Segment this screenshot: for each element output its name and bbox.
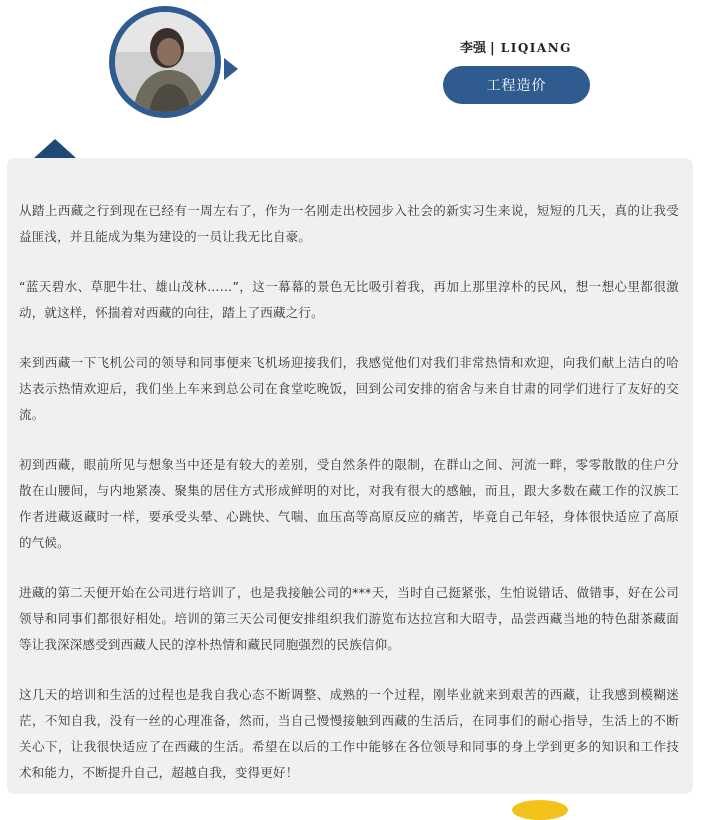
- name-chinese: 李强: [460, 41, 487, 56]
- avatar: [109, 6, 221, 118]
- article-body: [19, 198, 679, 810]
- avatar-pointer: [224, 58, 238, 80]
- article-paragraph: 来到西藏一下飞机公司的领导和同事便来飞机场迎接我们，我感觉他们对我们非常热情和欢迎，向我们献上洁白的哈达表示热情欢迎后，我们坐上车来到总公司在食堂吃晚饭，回到公司安排的宿舍与来自甘肃的同学们进行了友好的交流。: [19, 355, 679, 422]
- name-line: [460, 37, 572, 56]
- article-paragraph: 进藏的第二天便开始在公司进行培训了，也是我接触公司的***天，当时自己挺紧张，生怕说错话、做错事，好在公司领导和同事们都很好相处。培训的第三天公司便安排组织我们游览布达拉宫和大昭寺，品尝西藏当地的特色甜茶藏面等让我深深感受到西藏人民的淳朴热情和藏民同胞强烈的民族信仰。: [19, 585, 679, 652]
- article-paragraph: 从踏上西藏之行到现在已经有一周左右了，作为一名刚走出校园步入社会的新实习生来说，短短的几天，真的让我受益匪浅，并且能成为集为建设的一员让我无比自豪。: [19, 203, 679, 244]
- decorative-shape: [512, 800, 568, 820]
- card-tab-triangle: [34, 139, 76, 158]
- article-paragraph: 这几天的培训和生活的过程也是我自我心态不断调整、成熟的一个过程，刚毕业就来到艰苦的西藏，让我感到模糊迷茫，不知自我，没有一丝的心理准备，然而，当自己慢慢接触到西藏的生活后，在同事们的耐心指导，生活上的不断关心下，让我很快适应了在西藏的生活。希望在以后的工作中能够在各位领导和同事的身上学到更多的知识和工作技术和能力，不断提升自己，超越自我，变得更好！: [19, 687, 679, 780]
- name-english: LIQIANG: [500, 41, 572, 55]
- profile-header: [0, 0, 703, 160]
- name-separator: |: [490, 41, 495, 56]
- article-paragraph: 初到西藏，眼前所见与想象当中还是有较大的差别，受自然条件的限制，在群山之间、河流一畔，零零散散的住户分散在山腰间，与内地紧凑、聚集的居住方式形成鲜明的对比，对我有很大的感触，而且，跟大多数在藏工作的汉族工作者进藏返藏时一样，要承受头晕、心跳快、气喘、血压高等高原反应的痛苦，毕竟自己年轻，身体很快适应了高原的气候。: [19, 457, 679, 550]
- person-photo-icon: [115, 12, 215, 112]
- role-badge: 工程造价: [443, 66, 590, 104]
- article-paragraph: “蓝天碧水、草肥牛壮、雄山茂林……”，这一幕幕的景色无比吸引着我，再加上那里淳朴的民风，想一想心里都很激动，就这样，怀揣着对西藏的向往，踏上了西藏之行。: [19, 279, 679, 320]
- avatar-photo: [115, 12, 215, 112]
